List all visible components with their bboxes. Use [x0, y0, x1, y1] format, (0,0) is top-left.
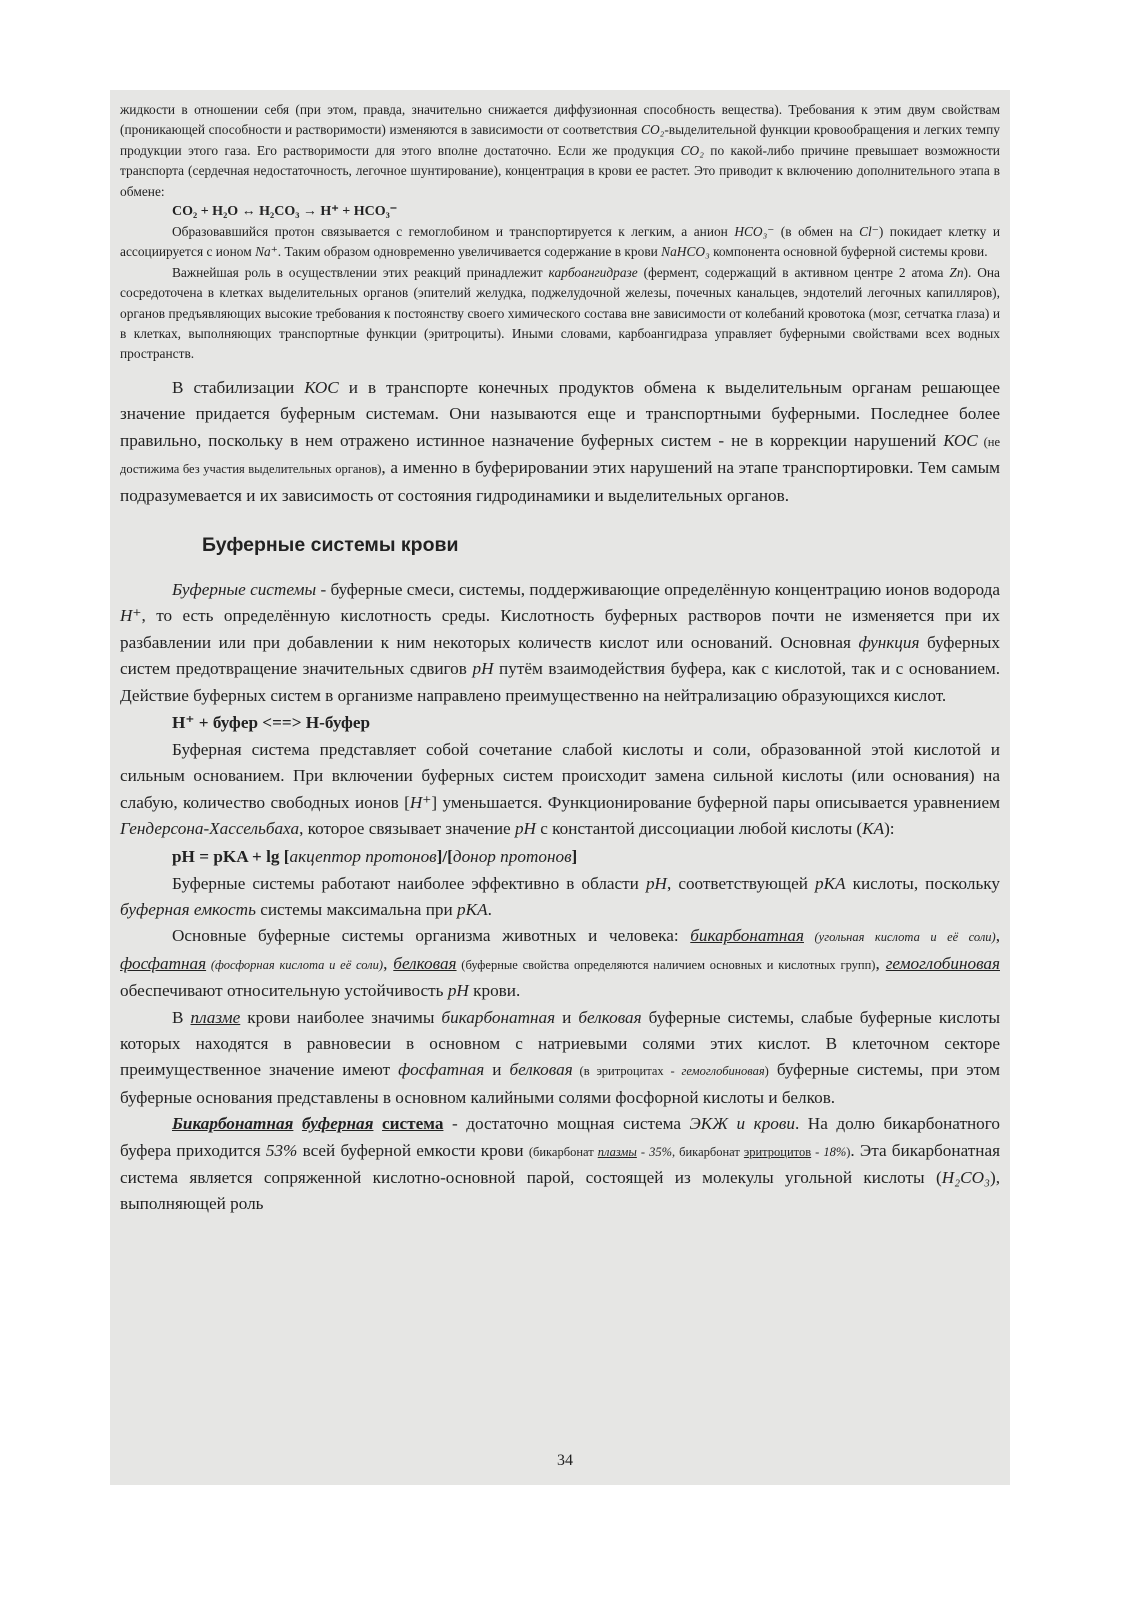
page-number: 34 [557, 1452, 573, 1469]
main-section [120, 375, 1000, 509]
paragraph-proton-binding: Образовавшийся протон связывается с гемоглобином и транспортируется к легким, а анион HCO₃⁻ (в обмен на Cl⁻) покидает клетку и ассоциируется с ионом Na⁺. Таким образом одновременно увеличивается содержание в крови NaHCO₃ компонента основной буферной системы крови. [120, 224, 1000, 260]
paragraph-definition: Буферные системы - буферные смеси, системы, поддерживающие определённую концентрацию ионов водорода H⁺, то есть определённую кислотность среды. Кислотность буферных растворов почти не изменяется при их разбавлении или при добавлении к ним некоторых количеств кислот или оснований. Основная функция буферных систем предотвращение значительных сдвигов pH путём взаимодействия буфера, как с кислотой, так и с основанием. Действие буферных систем в организме направлено преимущественно на нейтрализацию образующихся кислот. [120, 579, 1000, 705]
paragraph-co2-transport: жидкости в отношении себя (при этом, правда, значительно снижается диффузионная способность вещества). Требования к этим двум свойствам (проникающей способности и растворимости) изменяются в зависимости от соответствия CO₂-выделительной функции кровообращения и легких темпу продукции этого газа. Его растворимости для этого вполне достаточно. Если же продукция CO₂ по какой-либо причине превышает возможности транспорта (сердечная недостаточность, легочное шунтирование), концентрация в крови ее растет. Это приводит к включению дополнительного этапа в обмене: [120, 102, 1000, 199]
paragraph-bicarbonate: Бикарбонатная буферная система - достаточно мощная система ЭКЖ и крови. На долю бикарбонатного буфера приходится 53% всей буферной емкости крови (бикарбонат плазмы - 35%, бикарбонат эритроцитов - 18%). Эта бикарбонатная система является сопряженной кислотно-основной парой, состоящей из молекулы угольной кислоты (H₂CO₃), выполняющей роль [120, 1114, 1001, 1214]
paragraph-buffer-combination: Буферная система представляет собой сочетание слабой кислоты и соли, образованной этой кислотой и сильным основанием. При включении буферных систем происходит замена сильной кислоты (или основания) на слабую, количество свободных ионов [H⁺] уменьшается. Функционирование буферной пары описывается уравнением Гендерсона-Хассельбаха, которое связывает значение pH с константой диссоциации любой кислоты (КА): [120, 739, 1001, 839]
page-content [120, 100, 1000, 1218]
paragraph-efficiency: Буферные системы работают наиболее эффективно в области pH, соответствующей pKA кислоты, поскольку буферная емкость системы максимальна при pKA. [120, 873, 1000, 919]
equation-buffer: H⁺ + буфер <==> H-буфер [172, 712, 371, 732]
equation-carbonic: CO₂ + H₂O ↔ H₂CO₃ → H⁺ + HCO₃⁻ [172, 204, 398, 220]
paragraph-plasma: В плазме крови наиболее значимы бикарбонатная и белковая буферные системы, слабые буферные кислоты которых находятся в равновесии в основном с натриевыми солями этих кислот. В клеточном секторе преимущественное значение имеют фосфатная и белковая (в эритроцитах - гемоглобиновая) буферные системы, при этом буферные основания представлены в основном калийными солями фосфорной кислоты и белков. [120, 1007, 1001, 1107]
equation-henderson-hasselbalch: pH = pKA + lg [акцептор протонов]/[донор протонов] [172, 846, 578, 866]
top-section [120, 100, 1000, 365]
buffer-section [120, 577, 1000, 1218]
paragraph-main-systems: Основные буферные системы организма животных и человека: бикарбонатная (угольная кислота и её соли), фосфатная (фосфорная кислота и её соли), белковая (буферные свойства определяются наличием основных и кислотных групп), гемоглобиновая обеспечивают относительную устойчивость pH крови. [120, 926, 1001, 1001]
section-heading: Буферные системы крови [202, 533, 459, 556]
paragraph-stabilization: В стабилизации КОС и в транспорте конечных продуктов обмена к выделительным органам решающее значение придается буферным системам. Они называются еще и транспортными буферными. Последнее более правильно, поскольку в нем отражено истинное назначение буферных систем - не в коррекции нарушений КОС (не достижима без участия выделительных органов), а именно в буферировании этих нарушений на этапе транспортировки. Тем самым подразумевается и их зависимость от состояния гидродинамики и выделительных органов. [120, 377, 1000, 505]
paragraph-carbonic-anhydrase: Важнейшая роль в осуществлении этих реакций принадлежит карбоангидразе (фермент, содержащий в активном центре 2 атома Zn). Она сосредоточена в клетках выделительных органов (эпителий желудка, поджелудочной железы, почечных канальцев, эндотелий легочных капилляров), органов предъявляющих высокие требования к постоянству своего химического состава вне зависимости от колебаний кровотока (мозг, сетчатка глаза) и в клетках, выполняющих транспортные функции (эритроциты). Иными словами, карбоангидраза управляет буферными свойствами всех водных пространств. [120, 264, 1001, 362]
